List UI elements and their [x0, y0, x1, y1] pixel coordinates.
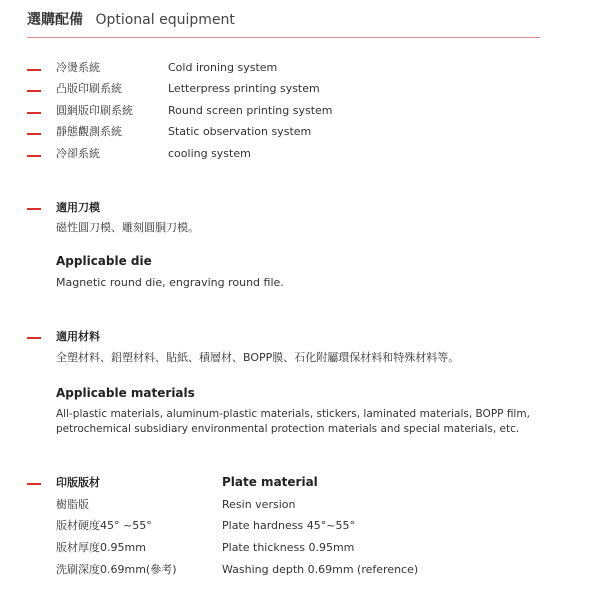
header-divider [27, 37, 540, 38]
list-item-zh: 靜態觀測系統 [56, 125, 122, 138]
die-title-zh: 適用刀模 [56, 201, 100, 214]
list-item-en: Static observation system [168, 125, 312, 138]
materials-title-en: Applicable materials [56, 386, 195, 400]
list-bullet-dash [27, 112, 41, 114]
list-item-zh: 圓網版印刷系統 [56, 104, 133, 117]
plate-row-zh: 洗刷深度0.69mm(參考) [56, 563, 177, 576]
plate-row-zh: 樹脂版 [56, 498, 89, 511]
list-bullet-dash [27, 155, 41, 157]
die-desc-en: Magnetic round die, engraving round file. [56, 276, 284, 289]
plate-row-en: Plate hardness 45°~55° [222, 519, 355, 532]
list-item-zh: 凸版印刷系統 [56, 82, 122, 95]
materials-desc-zh: 全塑材料、鋁塑材料、貼紙、積層材、BOPP膜、石化附屬環保材料和特殊材料等。 [56, 351, 460, 364]
list-bullet-dash [27, 133, 41, 135]
plate-row-en: Resin version [222, 498, 296, 511]
list-bullet-dash [27, 69, 41, 71]
die-title-en: Applicable die [56, 254, 152, 268]
plate-row-zh: 版材厚度0.95mm [56, 541, 146, 554]
plate-title-en: Plate material [222, 475, 318, 489]
die-desc-zh: 磁性圓刀模、雕刻圓胴刀模。 [56, 221, 199, 234]
page-title-zh: 選購配備 [27, 12, 83, 28]
plate-row-en: Plate thickness 0.95mm [222, 541, 355, 554]
list-item-en: Round screen printing system [168, 104, 333, 117]
page-title [27, 9, 235, 29]
page-title-en: Optional equipment [95, 12, 235, 28]
materials-title-zh: 適用材料 [56, 330, 100, 343]
list-item-en: Cold ironing system [168, 61, 278, 74]
list-item-en: Letterpress printing system [168, 82, 320, 95]
list-item-zh: 冷燙系統 [56, 61, 100, 74]
section-bullet-dash [27, 208, 41, 210]
list-item-en: cooling system [168, 147, 251, 160]
materials-desc-en-line1: All-plastic materials, aluminum-plastic materials, stickers, laminated materials, BOPP film, [56, 408, 530, 420]
plate-title-zh: 印版版材 [56, 476, 100, 489]
materials-desc-en-line2: petrochemical subsidiary environmental protection materials and special materials, etc. [56, 423, 520, 435]
list-item-zh: 冷卻系統 [56, 147, 100, 160]
plate-row-en: Washing depth 0.69mm (reference) [222, 563, 419, 576]
section-bullet-dash [27, 337, 41, 339]
plate-row-zh: 版材硬度45° ~55° [56, 519, 152, 532]
list-bullet-dash [27, 90, 41, 92]
section-bullet-dash [27, 483, 41, 485]
